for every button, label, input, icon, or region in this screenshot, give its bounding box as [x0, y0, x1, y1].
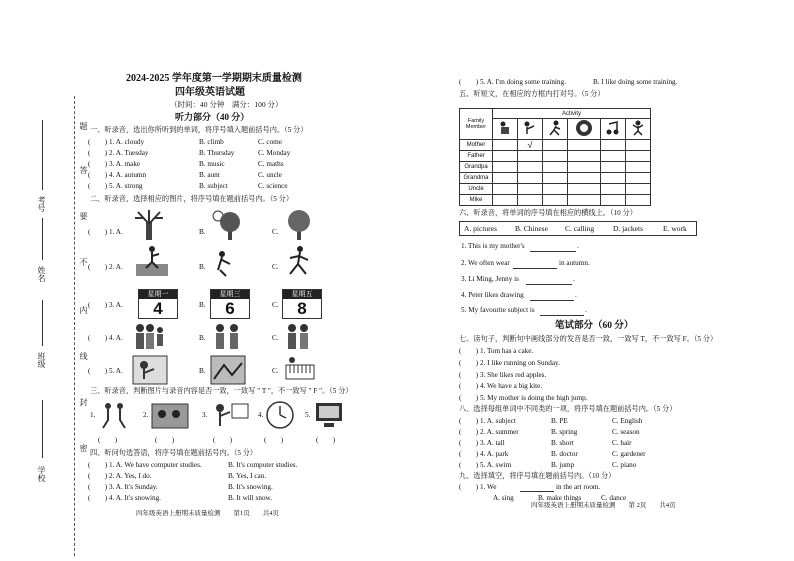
- check-mark[interactable]: √: [518, 140, 543, 151]
- q3-label: 1.: [90, 411, 96, 419]
- sunny-tree-icon: [210, 208, 244, 242]
- answer-cell[interactable]: [626, 195, 651, 206]
- q1-row[interactable]: ( ) 4. A. autumn: [88, 171, 147, 179]
- activity-cell: [493, 119, 518, 140]
- answer-cell[interactable]: [568, 173, 601, 184]
- ball-game-icon: [573, 119, 595, 137]
- runner-icon: [282, 244, 316, 278]
- q4-option-b: B. Yes, I can.: [228, 472, 267, 480]
- q3-label: 2.: [143, 411, 149, 419]
- music-icon: [605, 120, 621, 136]
- activity-table: [459, 108, 651, 206]
- answer-cell[interactable]: [601, 162, 626, 173]
- swimmer-icon: [210, 244, 244, 278]
- q2-row[interactable]: ( ) 3. A.: [88, 301, 123, 309]
- q2-option-c: C.: [272, 263, 279, 271]
- calendar-number: 8: [297, 299, 307, 318]
- label-class: 班级: [37, 352, 46, 368]
- q8-row[interactable]: ( ) 4. A. park: [459, 450, 509, 458]
- q2-row[interactable]: ( ) 5. A.: [88, 367, 123, 375]
- answer-cell[interactable]: [518, 184, 543, 195]
- q2-row[interactable]: ( ) 1. A.: [88, 228, 123, 236]
- answer-cell[interactable]: [601, 195, 626, 206]
- q3-answer[interactable]: ( ): [213, 436, 233, 444]
- answer-blank[interactable]: [530, 300, 574, 301]
- seal-word: 内: [79, 306, 88, 314]
- bare-tree-icon: [132, 208, 166, 242]
- q1-row[interactable]: ( ) 2. A. Tuesday: [88, 149, 149, 157]
- calendar-icon: [210, 289, 250, 319]
- q1-option-c: C. come: [258, 138, 282, 146]
- q8-option-b: B. spring: [551, 428, 578, 436]
- time-score: （时间：40 分钟 满分：100 分）: [170, 100, 283, 109]
- member-cell: Uncle: [460, 184, 493, 195]
- q6-sentence-end: .: [575, 291, 577, 299]
- answer-cell[interactable]: [543, 162, 568, 173]
- word-bank: [459, 221, 697, 236]
- member-cell: Grandma: [460, 173, 493, 184]
- q9-option: A. sing: [493, 494, 514, 502]
- running-kids-icon: [98, 400, 132, 430]
- q8-row[interactable]: ( ) 1. A. subject: [459, 417, 516, 425]
- answer-cell[interactable]: [626, 184, 651, 195]
- q9-option: B. make things: [538, 494, 582, 502]
- answer-cell[interactable]: [518, 173, 543, 184]
- q3-label: 4.: [258, 411, 264, 419]
- outdoor-scene-icon: [210, 355, 246, 385]
- q8-heading: 八、选择每组单词中不同类的一项，将序号填在题前括号内。（5 分）: [459, 405, 677, 413]
- section-listening: 听力部分（40 分）: [175, 112, 250, 122]
- word-option: D. jackets: [613, 224, 643, 233]
- q2-heading: 二、听录音，选择相应的图片，将序号填在题前括号内。（5 分）: [90, 195, 294, 203]
- q8-option-c: C. hair: [612, 439, 632, 447]
- q2-option-b: B.: [199, 228, 206, 236]
- calendar-icon: [138, 289, 178, 319]
- q2-option-c: C.: [272, 228, 279, 236]
- word-option: E. work: [663, 224, 687, 233]
- answer-cell[interactable]: [626, 151, 651, 162]
- q3-answer[interactable]: ( ): [98, 436, 118, 444]
- binding-strip: [0, 0, 90, 561]
- answer-cell[interactable]: [518, 162, 543, 173]
- activity-cell: [568, 119, 601, 140]
- q2-option-c: C.: [272, 334, 279, 342]
- q1-option-c: C. maths: [258, 160, 284, 168]
- computer-icon: [312, 400, 346, 430]
- leafy-tree-icon: [282, 208, 316, 242]
- q7-row[interactable]: ( ) 1. Tom has a cake.: [459, 347, 534, 355]
- q6-sentence: 3. Li Ming, Jenny is: [461, 275, 519, 283]
- answer-cell[interactable]: [626, 140, 651, 151]
- q8-row[interactable]: ( ) 5. A. swim: [459, 461, 512, 469]
- answer-cell[interactable]: [543, 140, 568, 151]
- q6-sentence: 4. Peter likes drawing: [461, 291, 524, 299]
- activity-cell: [626, 119, 651, 140]
- q4-row[interactable]: ( ) 2. A. Yes, I do.: [88, 472, 152, 480]
- answer-cell[interactable]: [601, 184, 626, 195]
- q1-row[interactable]: ( ) 5. A. strong: [88, 182, 143, 190]
- seal-word: 题: [79, 122, 88, 130]
- q7-row[interactable]: ( ) 4. We have a big kite.: [459, 382, 543, 390]
- q3-answer[interactable]: ( ): [316, 436, 336, 444]
- q1-option-b: B. climb: [199, 138, 224, 146]
- activity-cell: [543, 119, 568, 140]
- member-cell: Father: [460, 151, 493, 162]
- answer-blank[interactable]: [540, 315, 584, 316]
- q9-option: C. dance: [601, 494, 627, 502]
- skating-icon: [134, 244, 170, 278]
- member-cell: Grandpa: [460, 162, 493, 173]
- class-line[interactable]: [42, 300, 43, 346]
- q9-heading: 九、选择填空，将序号填在题前括号内。（10 分）: [459, 472, 616, 480]
- q8-option-b: B. jump: [551, 461, 575, 469]
- answer-cell[interactable]: [543, 195, 568, 206]
- page-footer-right: 四年级英语上册期末质量检测 第 2页 共4页: [531, 502, 676, 509]
- q4-option-b: B. It's computer studies.: [228, 461, 298, 469]
- answer-cell[interactable]: [493, 184, 518, 195]
- q2-option-c: C.: [272, 367, 279, 375]
- q9-row[interactable]: ( ) 1. We: [459, 483, 497, 491]
- q6-sentence: 2. We often wear: [461, 259, 510, 267]
- answer-cell[interactable]: [626, 173, 651, 184]
- answer-blank[interactable]: [520, 491, 554, 492]
- calendar-number: 4: [153, 299, 163, 318]
- q6-sentence-end: .: [577, 242, 579, 250]
- q8-option-b: B. PE: [551, 417, 568, 425]
- q2-option-b: B.: [199, 367, 206, 375]
- answer-cell[interactable]: [518, 195, 543, 206]
- page-title: 2024-2025 学年度第一学期期末质量检测: [126, 73, 302, 84]
- answer-cell[interactable]: [493, 151, 518, 162]
- calendar-icon: [282, 289, 322, 319]
- answer-cell[interactable]: [493, 162, 518, 173]
- answer-cell[interactable]: [568, 184, 601, 195]
- piano-icon: [282, 355, 318, 385]
- q2-option-c: C.: [272, 301, 279, 309]
- answer-cell[interactable]: [543, 151, 568, 162]
- q6-heading: 六、听录音，将单词的序号填在相应的横线上。（10 分）: [459, 209, 637, 217]
- couple-icon: [282, 322, 316, 352]
- answer-cell[interactable]: [626, 162, 651, 173]
- q4-row[interactable]: ( ) 1. A. We have computer studies.: [88, 461, 202, 469]
- q6-sentence: 5. My favourite subject is: [461, 306, 535, 314]
- q1-option-b: B. aunt: [199, 171, 220, 179]
- q8-option-c: C. season: [612, 428, 640, 436]
- calendar-header: 星期五: [283, 290, 321, 299]
- q3-heading: 三、听录音，判断图片与录音内容是否一致，一致写 " T "，不一致写 " F "。（5 分）: [90, 387, 353, 395]
- q1-option-b: B. music: [199, 160, 225, 168]
- q1-option-c: C. science: [258, 182, 288, 190]
- seal-word: 答: [79, 166, 88, 174]
- q2-row[interactable]: ( ) 2. A.: [88, 263, 123, 271]
- q8-option-c: C. gardener: [612, 450, 646, 458]
- exam-number-line[interactable]: [42, 120, 43, 190]
- reading-icon: [497, 120, 513, 136]
- q8-option-c: C. piano: [612, 461, 637, 469]
- q1-row[interactable]: ( ) 3. A. make: [88, 160, 141, 168]
- word-option: B. Chinese: [515, 224, 548, 233]
- q4-row[interactable]: ( ) 3. A. It's Sunday.: [88, 483, 158, 491]
- school-line[interactable]: [42, 400, 43, 458]
- q3-answer[interactable]: ( ): [264, 436, 284, 444]
- seal-word: 线: [79, 352, 88, 360]
- q9-row-end: in the art room.: [556, 483, 601, 491]
- q4-row[interactable]: ( ) 4. A. It's snowing.: [88, 494, 161, 502]
- q3-label: 5.: [305, 411, 311, 419]
- member-cell: Mike: [460, 195, 493, 206]
- children-icon: [210, 322, 244, 352]
- q1-option-c: C. Monday: [258, 149, 291, 157]
- q8-row[interactable]: ( ) 3. A. tall: [459, 439, 505, 447]
- q4-heading: 四、听问句选答语，将序号填在题前括号内。（5 分）: [90, 449, 258, 457]
- answer-cell[interactable]: [543, 173, 568, 184]
- q7-row[interactable]: ( ) 5. My mother is doing the high jump.: [459, 394, 588, 402]
- calendar-header: 星期三: [211, 290, 249, 299]
- label-exam-number: 考号: [37, 196, 46, 212]
- q2-option-b: B.: [199, 301, 206, 309]
- q1-heading: 一、听录音，选出你所听到的单词，将序号填入题前括号内。（5 分）: [90, 126, 308, 134]
- q1-option-c: C. uncle: [258, 171, 282, 179]
- answer-cell[interactable]: [568, 195, 601, 206]
- clock-icon: [264, 400, 296, 430]
- q8-option-c: C. English: [612, 417, 643, 425]
- activity-scene-icon: [132, 355, 168, 385]
- q6-sentence-end: in autumn.: [559, 259, 590, 267]
- q2-option-b: B.: [199, 334, 206, 342]
- q3-label: 3.: [202, 411, 208, 419]
- q7-row[interactable]: ( ) 2. I like running on Sunday.: [459, 359, 560, 367]
- calendar-header: 星期一: [139, 290, 177, 299]
- answer-cell[interactable]: [568, 140, 601, 151]
- running-icon: [547, 120, 563, 136]
- seal-dashed-line: [74, 96, 75, 556]
- seal-word: 要: [79, 212, 88, 220]
- answer-cell[interactable]: [601, 151, 626, 162]
- q8-row[interactable]: ( ) 2. A. summer: [459, 428, 519, 436]
- calendar-number: 6: [225, 299, 235, 318]
- answer-blank[interactable]: [530, 251, 576, 252]
- word-option: C. calling: [565, 224, 595, 233]
- answer-cell[interactable]: [568, 162, 601, 173]
- word-option: A. pictures: [464, 224, 497, 233]
- page-subtitle: 四年级英语试题: [175, 87, 245, 98]
- answer-cell[interactable]: [493, 173, 518, 184]
- answer-cell[interactable]: [601, 140, 626, 151]
- seal-word: 密: [79, 444, 88, 452]
- q4-option-b: B. It's snowing.: [228, 483, 273, 491]
- answer-cell[interactable]: [568, 151, 601, 162]
- teacher-icon: [210, 400, 250, 430]
- answer-cell[interactable]: [518, 151, 543, 162]
- q7-heading: 七、读句子，判断句中画线部分的发音是否一致，一致写 T，不一致写 F。（5 分）: [459, 335, 718, 343]
- q3-answer[interactable]: ( ): [155, 436, 175, 444]
- answer-cell[interactable]: [543, 184, 568, 195]
- q8-option-b: B. doctor: [551, 450, 578, 458]
- activity-header: Activity: [493, 109, 651, 119]
- seal-word: 封: [79, 398, 88, 406]
- name-line[interactable]: [42, 218, 43, 260]
- q1-option-b: B. Thursday: [199, 149, 235, 157]
- section-written: 笔试部分（60 分）: [555, 321, 634, 331]
- q2-row[interactable]: ( ) 4. A.: [88, 334, 123, 342]
- q4-option-b: B. I like doing some training.: [593, 78, 678, 86]
- answer-blank[interactable]: [513, 268, 557, 269]
- family-member-header: Family Member: [460, 109, 493, 140]
- q5-heading: 五、听短文，在相应的方框内打对号。（5 分）: [459, 90, 605, 98]
- q6-sentence-end: .: [573, 275, 575, 283]
- page-footer-left: 四年级英语上册期末质量检测 第1页 共4页: [136, 510, 279, 517]
- label-name: 姓名: [37, 266, 46, 282]
- q7-row[interactable]: ( ) 3. She likes red apples.: [459, 371, 547, 379]
- classroom-icon: [150, 400, 190, 430]
- seal-word: 不: [79, 258, 88, 266]
- family-icon: [132, 322, 168, 352]
- painting-icon: [522, 120, 538, 136]
- answer-cell[interactable]: [493, 195, 518, 206]
- q6-sentence: 1. This is my mother's: [461, 242, 525, 250]
- q2-option-b: B.: [199, 263, 206, 271]
- q1-row[interactable]: ( ) 1. A. cloudy: [88, 138, 145, 146]
- q8-option-b: B. short: [551, 439, 574, 447]
- answer-blank[interactable]: [526, 284, 572, 285]
- jumping-icon: [630, 120, 646, 136]
- label-school: 学校: [37, 466, 46, 482]
- q1-option-b: B. subject: [199, 182, 228, 190]
- member-cell: Mother: [460, 140, 493, 151]
- answer-cell[interactable]: [493, 140, 518, 151]
- q6-sentence-end: .: [585, 306, 587, 314]
- q4-option-b: B. It will snow.: [228, 494, 273, 502]
- answer-cell[interactable]: [601, 173, 626, 184]
- activity-cell: [518, 119, 543, 140]
- q4-row[interactable]: ( ) 5. A. I'm doing some training.: [459, 78, 566, 86]
- activity-cell: [601, 119, 626, 140]
